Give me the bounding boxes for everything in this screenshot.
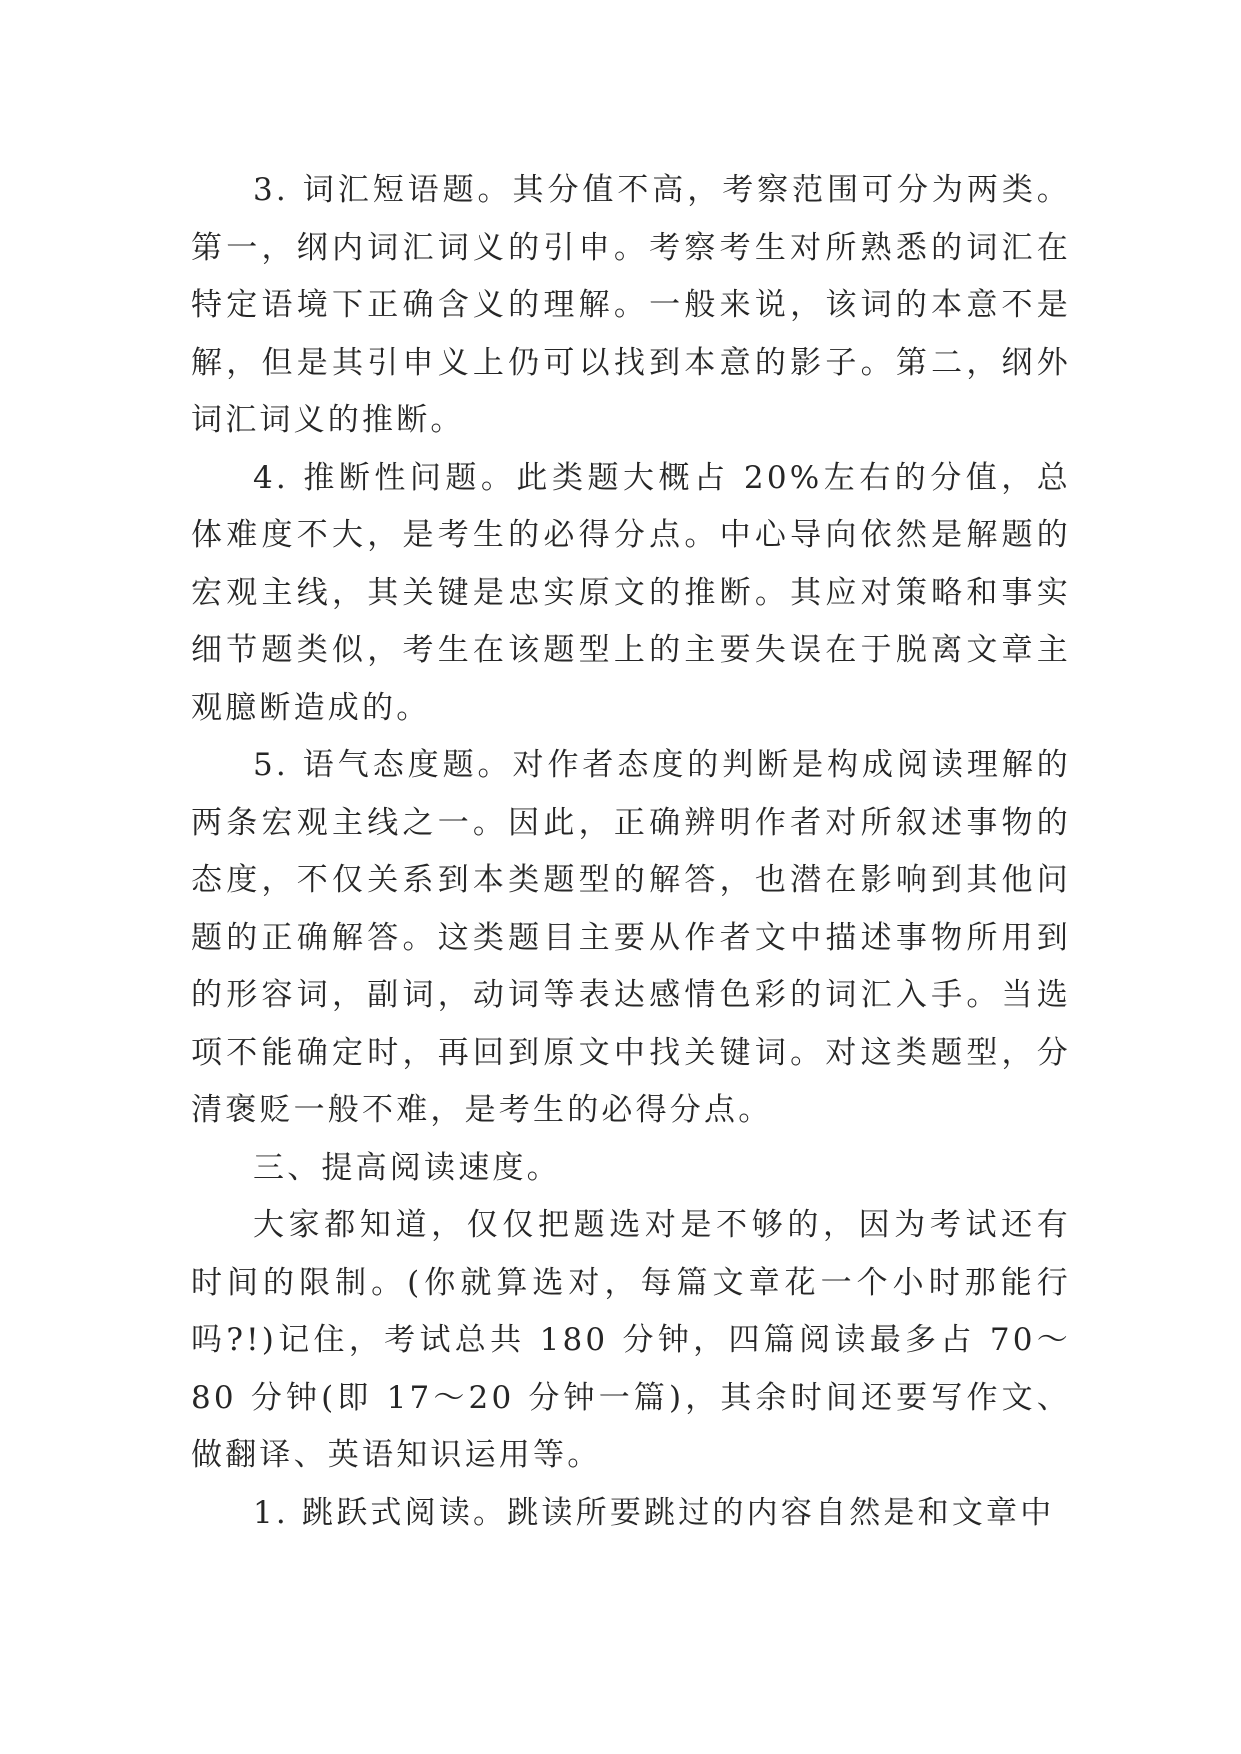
paragraph-vocabulary-questions: 3. 词汇短语题。其分值不高，考察范围可分为两类。第一，纲内词汇词义的引申。考察考生对所熟悉的词汇在特定语境下正确含义的理解。一般来说，该词的本意不是解，但是其引申义上仍可以找到本意的影子。第二，纲外词汇词义的推断。 <box>191 172 1071 438</box>
section-heading-reading-speed: 三、提高阅读速度。 <box>253 1149 561 1186</box>
paragraph-time-limit: 大家都知道，仅仅把题选对是不够的，因为考试还有时间的限制。(你就算选对，每篇文章花一个小时那能行吗?!)记住，考试总共 180 分钟，四篇阅读最多占 70～80 分钟(即 17～20 分钟一篇)，其余时间还要写作文、做翻译、英语知识运用等。 <box>191 1207 1071 1473</box>
document-body <box>191 162 1071 1542</box>
paragraph-inference-questions: 4. 推断性问题。此类题大概占 20%左右的分值，总体难度不大，是考生的必得分点。中心导向依然是解题的宏观主线，其关键是忠实原文的推断。其应对策略和事实细节题类似，考生在该题型上的主要失误在于脱离文章主观臆断造成的。 <box>191 459 1071 726</box>
paragraph-attitude-questions: 5. 语气态度题。对作者态度的判断是构成阅读理解的两条宏观主线之一。因此，正确辨明作者对所叙述事物的态度，不仅关系到本类题型的解答，也潜在影响到其他问题的正确解答。这类题目主要从作者文中描述事物所用到的形容词，副词，动词等表达感情色彩的词汇入手。当选项不能确定时，再回到原文中找关键词。对这类题型，分清褒贬一般不难，是考生的必得分点。 <box>191 747 1071 1128</box>
paragraph-skim-reading: 1. 跳跃式阅读。跳读所要跳过的内容自然是和文章中 <box>253 1494 1055 1531</box>
